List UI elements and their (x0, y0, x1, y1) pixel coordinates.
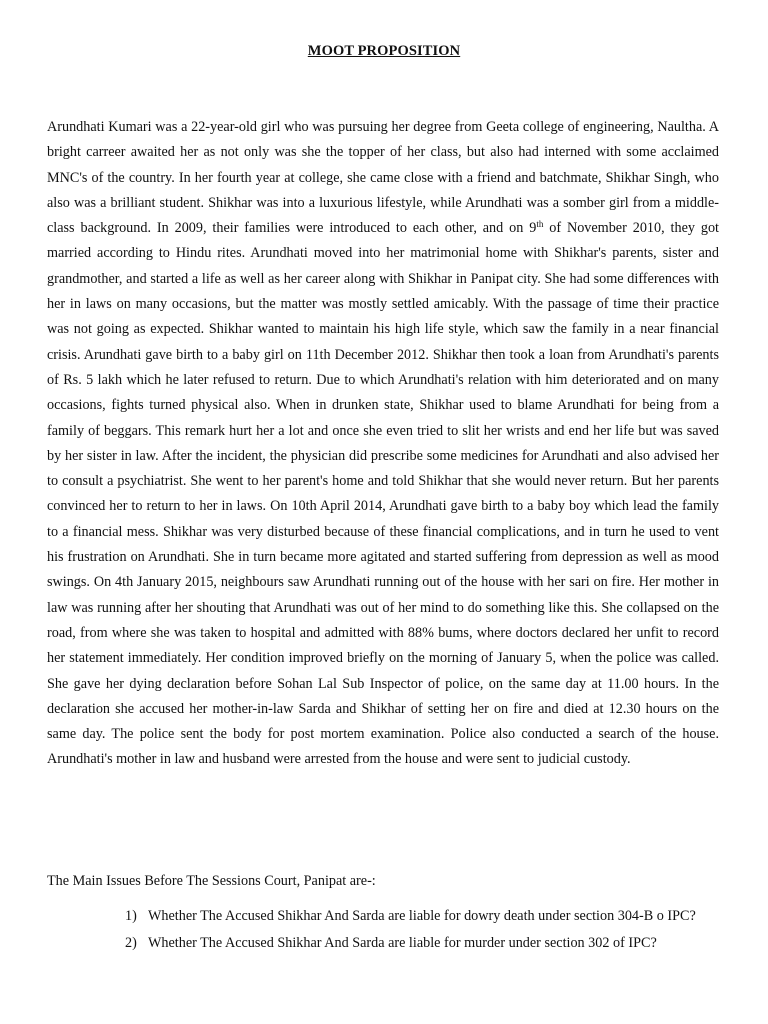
list-item-text: Whether The Accused Shikhar And Sarda are liable for dowry death under section 304-B o IPC? (148, 908, 696, 924)
ordinal-superscript: th (536, 219, 544, 230)
proposition-paragraph (47, 115, 719, 773)
list-item-text: Whether The Accused Shikhar And Sarda are liable for murder under section 302 of IPC? (148, 935, 657, 951)
issues-list (125, 904, 725, 958)
paragraph-text-part1: Arundhati Kumari was a 22-year-old girl who was pursuing her degree from Geeta college of engineering, Naultha. A bright carreer awaited her as not only was she the topper of her class, but also had interned with some acclaimed MNC's of the country. In her fourth year at college, she came close with a friend and batchmate, Shikhar Singh, who also was a brilliant student. Shikhar was into a luxurious lifestyle, while Arundhati was a somber girl from a middle-class background. In 2009, their families were introduced to each other, and on 9 (47, 119, 719, 237)
issues-heading: The Main Issues Before The Sessions Court, Panipat are-: (47, 873, 376, 889)
list-item-number: 1) (125, 908, 137, 924)
list-item (125, 931, 725, 955)
list-item (125, 904, 725, 928)
document-title: MOOT PROPOSITION (307, 43, 461, 59)
list-item-number: 2) (125, 935, 137, 951)
paragraph-text-part2: of November 2010, they got married according to Hindu rites. Arundhati moved into her matrimonial home with Shikhar's parents, sister and grandmother, and started a life as well as her career along with Shikhar in Panipat city. She had some differences with her in laws on many occasions, but the matter was mostly settled amicably. With the passage of time their practice was not going as expected. Shikhar wanted to maintain his high life style, which saw the family in a near financial crisis. Arundhati gave birth to a baby girl on 11th December 2012. Shikhar then took a loan from Arundhati's parents of Rs. 5 lakh which he later refused to return. Due to which Arundhati's relation with him deteriorated and on many occasions, fights turned physical also. When in drunken state, Shikhar used to blame Arundhati for being from a family of beggars. This remark hurt her a lot and once she even tried to slit her wrists and end her life but was saved by her sister in law. After the incident, the physician did prescribe some medicines for Arundhati and also advised her to consult a psychiatrist. She went to her parent's home and told Shikhar that she would never return. But her parents convinced her to return to her in laws. On 10th April 2014, Arundhati gave birth to a baby boy which lead the family to a financial mess. Shikhar was very disturbed because of these financial complications, and in turn he used to vent his frustration on Arundhati. She in turn became more agitated and started suffering from depression as well as mood swings. On 4th January 2015, neighbours saw Arundhati running out of the house with her sari on fire. Her mother in law was running after her shouting that Arundhati was out of her mind to do something like this. She collapsed on the road, from where she was taken to hospital and admitted with 88% bums, where doctors declared her unfit to record her statement immediately. Her condition improved briefly on the morning of January 5, when the police was called. She gave her dying declaration before Sohan Lal Sub Inspector of police, on the same day at 11.00 hours. In the declaration she accused her mother-in-law Sarda and Shikhar of setting her on fire and died at 12.30 hours on the same day. The police sent the body for post mortem examination. Police also conducted a search of the house. Arundhati's mother in law and husband were arrested from the house and were sent to judicial custody. (47, 220, 719, 768)
